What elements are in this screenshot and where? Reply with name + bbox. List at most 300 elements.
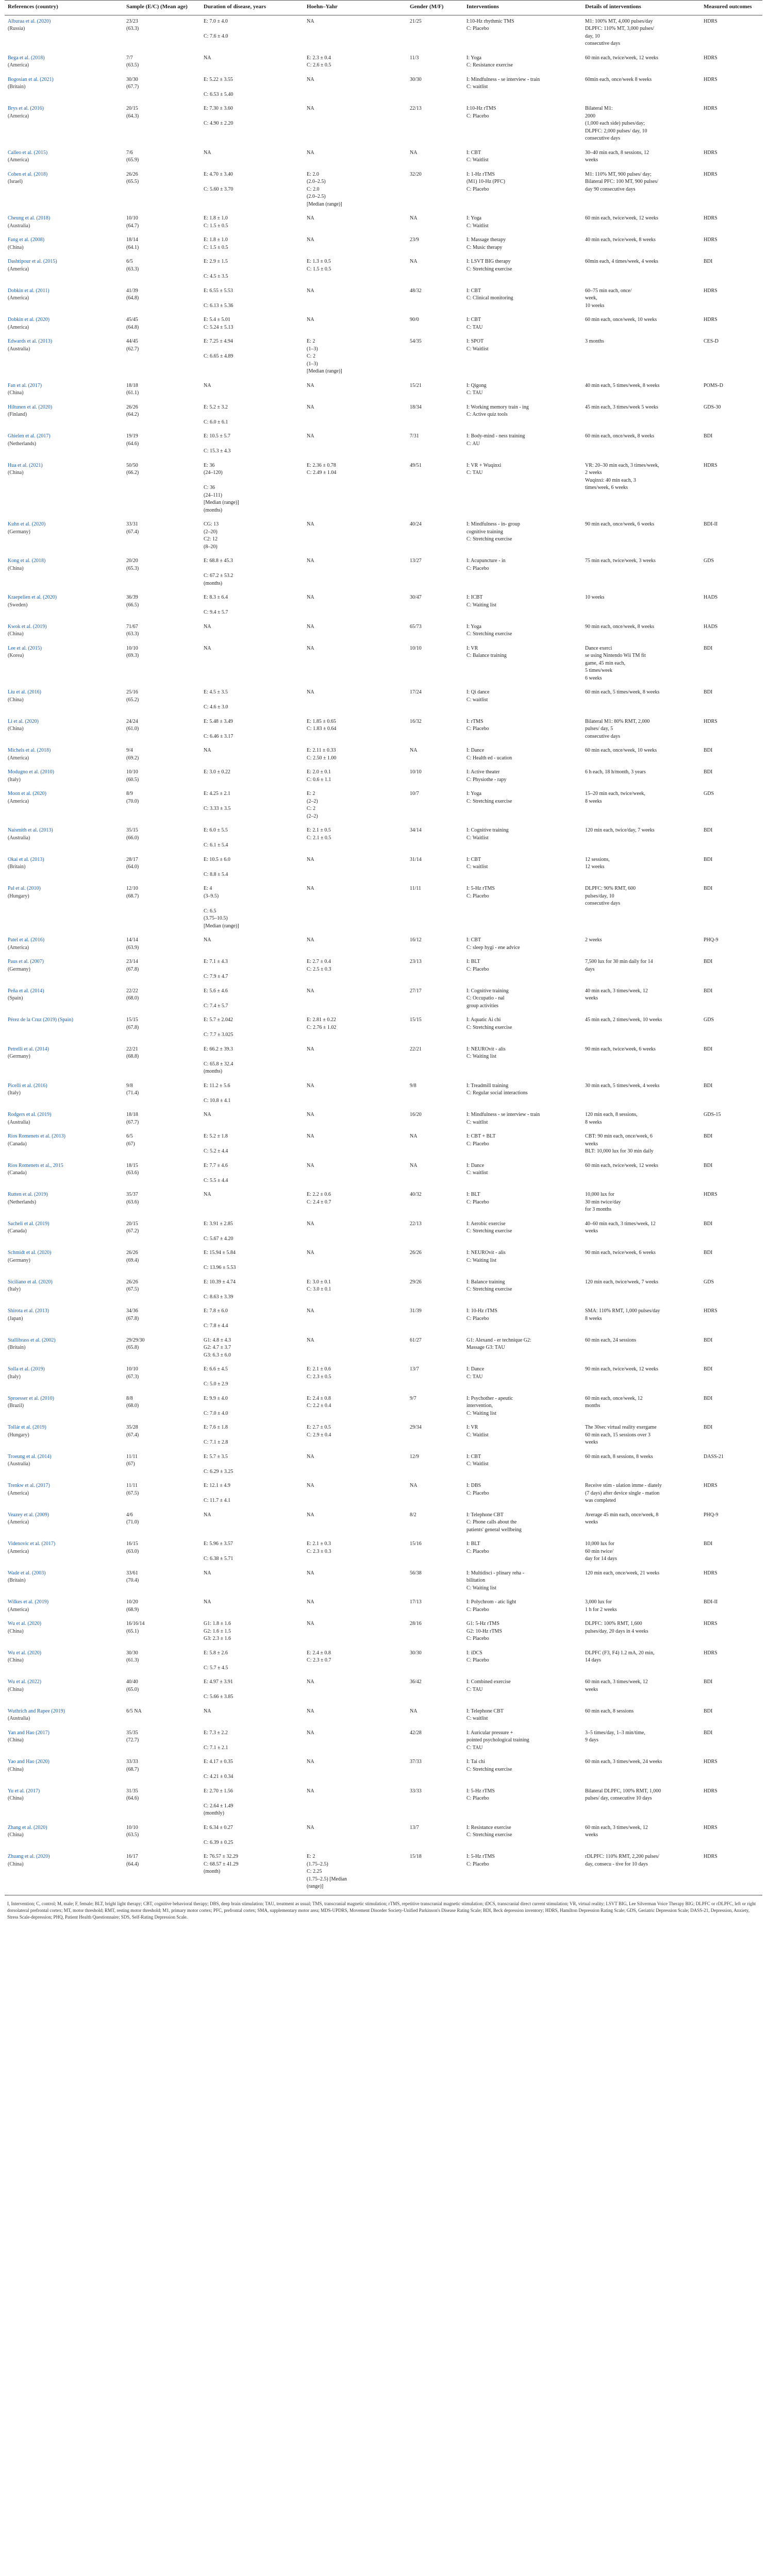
sample-cell: 35/28 (67.4) (126, 1425, 139, 1438)
country-label: (Australia) (8, 1716, 30, 1722)
outcome-cell: BDI (704, 433, 713, 439)
country-label: (Spain) (8, 995, 23, 1002)
hoehn-yahr-cell: NA (307, 595, 314, 601)
country-label: (China) (8, 390, 24, 396)
reference-link[interactable]: Cheung et al. (2018) (8, 215, 51, 222)
hoehn-yahr-cell: E: 2.4 ± 0.8 C: 2.3 ± 0.7 (307, 1650, 331, 1664)
hoehn-yahr-cell: NA (307, 1708, 314, 1714)
intervention-cell: I: Cognitive training C: Waitlist (466, 827, 509, 841)
duration-cell: CG: 13 (2–20) C2: 12 (8–20) (204, 521, 219, 550)
country-label: (America) (8, 62, 29, 69)
gender-cell: 42/28 (410, 1730, 422, 1736)
outcome-cell: HADS (704, 595, 718, 601)
hoehn-yahr-cell: NA (307, 433, 314, 439)
outcome-cell: HDRS (704, 1308, 718, 1314)
reference-link[interactable]: Schmidt et al. (2020) (8, 1250, 52, 1256)
reference-link[interactable]: Fan et al. (2017) (8, 382, 42, 388)
ref-cell (5, 212, 123, 234)
header-hoehn-yahr: Hoehn–Yahr (304, 1, 407, 15)
gender-cell: 40/32 (410, 1192, 422, 1198)
details-cell: 90 min each, twice/week, 6 weeks (585, 1250, 656, 1256)
ref-cell (5, 686, 123, 716)
details-cell: 10,000 lux for 60 min twice/ day for 14 days (585, 1541, 617, 1562)
country-label: (America) (8, 324, 29, 330)
duration-cell: E: 15.94 ± 5.84 C: 13.96 ± 5.53 (204, 1250, 236, 1271)
reference-link[interactable]: Stallibrass et al. (2002) (8, 1337, 56, 1343)
reference-link[interactable]: Petrelli et al. (2014) (8, 1046, 49, 1052)
intervention-cell: I: 10-Hz rTMS C: Placebo (466, 1308, 497, 1321)
gender-cell: 30/30 (410, 1650, 422, 1656)
table-row (5, 430, 762, 460)
intervention-cell: I:10-Hz rTMS C: Placebo (466, 106, 496, 119)
reference-link[interactable]: Brys et al. (2016) (8, 106, 44, 112)
duration-cell: E: 1.8 ± 1.0 C: 1.5 ± 0.5 (204, 215, 228, 229)
intervention-cell: I: Active theater C: Physiothe - rapy (466, 769, 507, 783)
reference-link[interactable]: Picelli et al. (2016) (8, 1082, 47, 1089)
country-label: (China) (8, 697, 24, 703)
hoehn-yahr-cell: NA (307, 623, 314, 630)
sample-cell: 16/17 (64.4) (123, 1851, 201, 1895)
outcome-cell: BDI (704, 886, 713, 892)
ref-cell (5, 460, 123, 519)
sample-cell: 18/15 (63.6) (126, 1162, 139, 1176)
table-row (5, 1043, 762, 1080)
table-row (5, 1421, 762, 1451)
gender-cell: 13/27 (410, 558, 422, 564)
header-sample: Sample (E/C) (Mean age) (123, 1, 201, 15)
hoehn-yahr-cell: E: 2 (2–2) C: 2 (2–2) (307, 791, 318, 819)
table-row (5, 1727, 762, 1756)
ref-cell (5, 380, 123, 401)
reference-link[interactable]: Hua et al. (2021) (8, 462, 43, 468)
outcome-cell: BDI (704, 769, 713, 775)
sample-cell: 50/50 (66.2) (126, 462, 139, 476)
reference-link[interactable]: Pal et al. (2010) (8, 886, 41, 892)
reference-link[interactable]: Peña et al. (2014) (8, 988, 44, 994)
ref-cell (5, 335, 123, 380)
hoehn-yahr-cell: NA (307, 1621, 314, 1627)
gender-cell: 30/47 (410, 595, 422, 601)
hoehn-yahr-cell: E: 2.1 ± 0.5 C: 2.1 ± 0.5 (307, 827, 331, 841)
table-row (5, 401, 762, 431)
table-row (5, 1618, 762, 1647)
reference-link[interactable]: Li et al. (2020) (8, 718, 39, 724)
intervention-cell: I: Cognitive training C: Occupatio - nal group activities (466, 988, 509, 1009)
outcome-cell: HDRS (704, 55, 718, 61)
ref-cell (5, 1363, 123, 1393)
table-row (5, 1785, 762, 1822)
reference-link[interactable]: Videnovic et al. (2017) (8, 1541, 56, 1547)
duration-cell: E: 2.70 ± 1.56 C: 2.64 ± 1.49 (monthly) (204, 1788, 234, 1817)
details-cell: 3,000 lux for 1 h for 2 weeks (585, 1599, 617, 1613)
intervention-cell: I: 5-Hz rTMS C: Placebo (466, 886, 495, 899)
details-cell: DLPFC (F3, F4) 1.2 mA, 20 min, 14 days (585, 1650, 655, 1664)
country-label: (America) (8, 266, 29, 272)
gender-cell: 21/25 (410, 18, 422, 24)
duration-cell: E: 7.0 ± 4.0 C: 7.6 ± 4.0 (204, 18, 228, 39)
duration-cell: E: 1.8 ± 1.0 C: 1.5 ± 0.5 (204, 237, 228, 250)
ref-cell (5, 883, 123, 934)
reference-link[interactable]: Wu et al. (2022) (8, 1679, 42, 1685)
reference-link[interactable]: Yao and Hao (2020) (8, 1759, 49, 1765)
country-label: (China) (8, 470, 24, 476)
country-label: (Italy) (8, 776, 21, 783)
details-cell: DLPFC: 100% RMT, 1,600 pulses/day, 20 days in 4 weeks (585, 1621, 648, 1634)
reference-link[interactable]: Hiltunen et al. (2020) (8, 404, 53, 410)
sample-cell: 10/10 (63.5) (126, 1824, 139, 1838)
outcome-cell: BDI (704, 1708, 713, 1714)
reference-link[interactable]: Siciliano et al. (2020) (8, 1279, 53, 1285)
country-label: (Britain) (8, 84, 26, 90)
outcome-cell: BDI (704, 1425, 713, 1431)
duration-cell: E: 4.25 ± 2.1 C: 3.33 ± 3.5 (204, 791, 231, 812)
table-row (5, 335, 762, 380)
country-label: (Britain) (8, 1345, 26, 1351)
sample-cell: 11/11 (67) (126, 1453, 138, 1467)
details-cell: 90 min each, once/week, 8 weeks (585, 623, 655, 630)
country-label: (China) (8, 1737, 24, 1743)
sample-cell: 34/36 (67.8) (126, 1308, 139, 1321)
intervention-cell: I: Massage therapy C: Music therapy (466, 237, 506, 250)
intervention-cell: I: 5-Hz rTMS C: Placebo (463, 1851, 582, 1895)
reference-link[interactable]: Alburaa et al. (2020) (8, 18, 51, 24)
reference-link[interactable]: Kong et al. (2018) (8, 558, 46, 564)
ref-cell (5, 766, 123, 788)
duration-cell: E: 5.2 ± 1.8 C: 5.2 ± 4.4 (204, 1133, 228, 1155)
hoehn-yahr-cell: NA (307, 1512, 314, 1518)
country-label: (China) (8, 565, 24, 571)
hoehn-yahr-cell: NA (307, 1788, 314, 1794)
ref-cell (5, 1647, 123, 1676)
sample-cell: 8/8 (68.0) (126, 1395, 139, 1409)
country-label: (America) (8, 1490, 29, 1496)
intervention-cell: I: ICBT C: Waiting list (466, 595, 496, 608)
country-label: (Russia) (8, 26, 25, 32)
country-label: (China) (8, 1795, 24, 1802)
gender-cell: 22/21 (410, 1046, 422, 1052)
duration-cell: E: 5.96 ± 3.57 C: 6.38 ± 5.71 (204, 1541, 234, 1562)
sample-cell: 35/37 (63.6) (126, 1192, 139, 1205)
ref-cell (5, 1421, 123, 1451)
details-cell: 60 min each, 24 sessions (585, 1337, 637, 1343)
reference-link[interactable]: Rios Romenets et al., 2015 (8, 1162, 63, 1168)
duration-cell: NA (204, 1708, 211, 1714)
sample-cell: 24/24 (61.0) (126, 718, 139, 732)
reference-link[interactable]: Edwards et al. (2013) (8, 338, 53, 345)
hoehn-yahr-cell: NA (307, 1162, 314, 1168)
reference-link[interactable]: Veazey et al. (2009) (8, 1512, 49, 1518)
reference-link[interactable]: Liu et al. (2016) (8, 689, 41, 696)
gender-cell: 33/33 (410, 1788, 422, 1794)
reference-link[interactable]: Pérez de la Cruz (2019) (Spain) (8, 1017, 73, 1023)
sample-cell: 4/6 (71.0) (126, 1512, 139, 1526)
intervention-cell: I: Acupuncture - in C: Placebo (466, 558, 506, 571)
intervention-cell: I: Yoga C: Stretching exercise (466, 791, 512, 804)
reference-link[interactable]: Solla et al. (2019) (8, 1366, 45, 1372)
details-cell: M1: 100% MT, 4,000 pulses/day DLPFC: 110% MT, 3,000 pulses/ day, 10 consecutive days (585, 18, 654, 47)
table-row (5, 518, 762, 555)
duration-cell: NA (204, 623, 211, 630)
reference-link[interactable]: Troeung et al. (2014) (8, 1453, 52, 1460)
sample-cell: 44/45 (62.7) (126, 338, 139, 352)
ref-cell (5, 168, 123, 213)
sample-cell: 71/67 (63.3) (126, 623, 139, 637)
header-gender: Gender (M/F) (407, 1, 463, 15)
hoehn-yahr-cell: NA (307, 1679, 314, 1685)
duration-cell: E: 12.1 ± 4.9 C: 11.7 ± 4.1 (204, 1483, 231, 1504)
reference-link[interactable]: Sproesser et al. (2010) (8, 1395, 54, 1401)
reference-link[interactable]: Sacheli et al. (2019) (8, 1221, 49, 1227)
table-row (5, 1305, 762, 1334)
reference-link[interactable]: Kraepelien et al. (2020) (8, 595, 57, 601)
table-row (5, 74, 762, 103)
table-row (5, 985, 762, 1014)
gender-cell: 15/16 (410, 1541, 422, 1547)
outcome-cell: GDS (704, 558, 714, 564)
reference-link[interactable]: Rios Romenets et al. (2013) (8, 1133, 65, 1140)
reference-link[interactable]: Moon et al. (2020) (8, 791, 46, 797)
duration-cell: E: 7.25 ± 4.94 C: 6.65 ± 4.89 (204, 338, 234, 360)
sample-cell: 23/23 (63.3) (126, 18, 139, 32)
duration-cell: E: 4.97 ± 3.91 C: 5.66 ± 3.85 (204, 1679, 234, 1700)
outcome-cell: BDI (704, 988, 713, 994)
outcome-cell: BDI (704, 259, 713, 265)
duration-cell: E: 4.17 ± 0.35 C: 4.21 ± 0.34 (204, 1759, 234, 1780)
duration-cell: E: 7.8 ± 6.0 C: 7.8 ± 4.4 (204, 1308, 228, 1329)
details-cell: 3–5 times/day, 1–3 min/time, 9 days (585, 1730, 645, 1743)
details-cell: 75 min each, twice/week, 3 weeks (585, 558, 656, 564)
reference-link[interactable]: Wade et al. (2003) (8, 1570, 46, 1576)
ref-cell (5, 1785, 123, 1822)
outcome-cell: PHQ-9 (704, 1512, 719, 1518)
reference-link[interactable]: Kuhn et al. (2020) (8, 521, 46, 528)
reference-link[interactable]: Okai et al. (2013) (8, 856, 44, 862)
details-cell: 60 min each, twice/week, 12 weeks (585, 1162, 658, 1168)
ref-cell (5, 256, 123, 285)
reference-link[interactable]: Cohen et al. (2018) (8, 171, 48, 177)
intervention-cell: I: CBT C: TAU (466, 317, 483, 330)
gender-cell: 34/14 (410, 827, 422, 834)
reference-link[interactable]: Zhang et al. (2020) (8, 1824, 47, 1831)
hoehn-yahr-cell: NA (307, 937, 314, 943)
details-cell: Bilateral M1: 80% RMT, 2,000 pulses/ day, 5 consecutive days (585, 718, 650, 739)
intervention-cell: I: Polychrom - atic light C: Placebo (466, 1599, 516, 1613)
details-cell: Bilateral DLPFC, 100% RMT, 1,000 pulses/ day, consecutive 10 days (585, 1788, 661, 1802)
sample-cell: 10/20 (68.9) (126, 1599, 139, 1613)
reference-link[interactable]: Dobkin et al. (2020) (8, 317, 50, 323)
sample-cell: 10/10 (69.3) (126, 645, 139, 659)
ref-cell (5, 103, 123, 147)
table-row (5, 1822, 762, 1851)
intervention-cell: I: VR + Wuqinxi C: TAU (466, 462, 502, 476)
details-cell: VR: 20–30 min each, 3 times/week, 2 weeks Wuqinxi: 40 min each, 3 times/week, 6 weeks (585, 462, 659, 491)
outcome-cell: HDRS (704, 462, 718, 468)
intervention-cell: I: CBT C: Waitlist (466, 149, 489, 163)
outcome-cell: HDRS (704, 215, 718, 222)
reference-link[interactable]: Dashtipour et al. (2015) (8, 259, 57, 265)
table-row (5, 1080, 762, 1109)
gender-cell: 56/38 (410, 1570, 422, 1576)
sample-cell: 6/5 NA (126, 1708, 142, 1714)
sample-cell: 7/7 (63.5) (126, 55, 139, 69)
intervention-cell: I: Dance C: TAU (466, 1366, 485, 1380)
reference-link[interactable]: Paus et al. (2007) (8, 959, 44, 965)
sample-cell: 8/9 (70.0) (126, 791, 139, 804)
details-cell: 10 weeks (585, 595, 605, 601)
reference-link[interactable]: Calleo et al. (2015) (8, 149, 48, 156)
hoehn-yahr-cell: E: 2 (1–3) C: 2 (1–3) [Median (range)] (307, 338, 342, 375)
gender-cell: NA (410, 259, 418, 265)
sample-cell: 22/22 (68.0) (126, 988, 139, 1002)
table-row (5, 460, 762, 519)
duration-cell: E: 5.7 ± 3.5 C: 6.29 ± 3.25 (204, 1453, 234, 1475)
country-label: (Netherlands) (8, 1199, 36, 1205)
gender-cell: NA (410, 1162, 418, 1168)
country-label: (America) (8, 755, 29, 761)
table-row (5, 103, 762, 147)
sample-cell: 26/26 (67.5) (126, 1279, 139, 1293)
table-row (5, 1109, 762, 1130)
intervention-cell: I: Tai chi C: Stretching exercise (466, 1759, 512, 1772)
reference-link[interactable]: Fang et al. (2008) (8, 237, 45, 243)
gender-cell: 15/15 (410, 1017, 422, 1023)
reference-link[interactable]: Tollár et al. (2019) (8, 1425, 46, 1431)
outcome-cell: BDI-II (704, 521, 718, 528)
table-row (5, 621, 762, 642)
details-cell: 90 min each, twice/week, 12 weeks (585, 1366, 658, 1372)
country-label: (China) (8, 244, 24, 250)
intervention-cell: I: CBT C: Waitlist (466, 1453, 489, 1467)
reference-link[interactable]: Lee et al. (2015) (8, 645, 42, 651)
reference-link[interactable]: Yu et al. (2017) (8, 1788, 40, 1794)
reference-link[interactable]: Bega et al. (2018) (8, 55, 45, 61)
ref-cell (5, 1130, 123, 1160)
hoehn-yahr-cell: E: 2.3 ± 0.4 C: 2.6 ± 0.5 (307, 55, 331, 69)
gender-cell: 30/30 (410, 76, 422, 82)
gender-cell: 29/26 (410, 1279, 422, 1285)
country-label: (China) (8, 1832, 24, 1838)
reference-link[interactable]: Patel et al. (2016) (8, 937, 45, 943)
hoehn-yahr-cell: NA (307, 1759, 314, 1765)
gender-cell: 26/26 (410, 1250, 422, 1256)
gender-cell: 22/13 (410, 106, 422, 112)
reference-link[interactable]: Dobkin et al. (2011) (8, 287, 49, 294)
sample-cell: 30/30 (61.3) (126, 1650, 139, 1664)
ref-cell (5, 854, 123, 883)
hoehn-yahr-cell: NA (307, 1308, 314, 1314)
details-cell: 60 min each, once/week, 10 weeks (585, 748, 657, 754)
gender-cell: 13/7 (410, 1824, 419, 1831)
reference-link[interactable]: Kwok et al. (2019) (8, 623, 47, 630)
hoehn-yahr-cell: NA (307, 645, 314, 651)
intervention-cell: I: Combined exercise C: TAU (466, 1679, 511, 1692)
reference-link[interactable]: Bogosian et al. (2021) (8, 76, 54, 82)
duration-cell: E: 5.7 ± 2.042 C: 7.7 ± 3.025 (204, 1017, 234, 1038)
reference-link[interactable]: Wilkes et al. (2019) (8, 1599, 49, 1605)
reference-link[interactable]: Wu et al. (2020) (8, 1650, 42, 1656)
intervention-cell: I: DBS C: Placebo (466, 1483, 489, 1496)
gender-cell: 11/3 (410, 55, 419, 61)
outcome-cell: BDI (704, 689, 713, 696)
hoehn-yahr-cell: NA (307, 382, 314, 388)
details-cell: Dance exerci se using Nintendo Wii TM fit game, 45 min each, 5 times/week 6 weeks (585, 645, 646, 681)
ref-cell (5, 1567, 123, 1597)
country-label: (China) (8, 726, 24, 732)
country-label: (Korea) (8, 653, 24, 659)
outcome-cell: BDI (704, 1337, 713, 1343)
details-cell: 120 min each, twice/day, 7 weeks (585, 827, 655, 834)
ref-cell (5, 956, 123, 985)
country-label: (Canada) (8, 1141, 27, 1147)
ref-cell (5, 1509, 123, 1538)
reference-link[interactable]: Rutten et al. (2019) (8, 1192, 48, 1198)
gender-cell: 10/10 (410, 645, 422, 651)
outcome-cell: HDRS (704, 317, 718, 323)
gender-cell: 9/7 (410, 1395, 416, 1401)
table-row (5, 1567, 762, 1597)
reference-link[interactable]: Trenkw et al. (2017) (8, 1483, 50, 1489)
gender-cell: 13/7 (410, 1366, 419, 1372)
gender-cell: 48/32 (410, 287, 422, 294)
intervention-cell: I: Auricular pressure + pointed psychological training C: TAU (466, 1730, 529, 1751)
intervention-cell: I: VR C: Balance training (466, 645, 507, 659)
country-label: (China) (8, 1861, 24, 1867)
duration-cell: E: 5.48 ± 3.49 C: 6.46 ± 3.17 (204, 718, 234, 739)
duration-cell: E: 68.8 ± 45.3 C: 67.2 ± 53.2 (months) (204, 558, 234, 586)
reference-link[interactable]: Naismith et al. (2013) (8, 827, 53, 834)
duration-cell: E: 9.9 ± 4.0 C: 7.0 ± 4.0 (204, 1395, 228, 1416)
reference-link[interactable]: Wu et al. (2020) (8, 1621, 42, 1627)
duration-cell: G1: 1.8 ± 1.6 G2: 1.6 ± 1.5 G3: 2.3 ± 1.6 (204, 1621, 231, 1642)
header-duration: Duration of disease, years (201, 1, 304, 15)
country-label: (Germany) (8, 1054, 30, 1060)
details-cell: 12 sessions, 12 weeks (585, 856, 610, 870)
details-cell: 40 min each, 5 times/week, 8 weeks (585, 382, 660, 388)
details-cell: 30–40 min each, 8 sessions, 12 weeks (585, 149, 649, 163)
details-cell: 40 min each, 3 times/week, 12 weeks (585, 988, 648, 1002)
reference-link[interactable]: Zhuang et al. (2020) (8, 1854, 50, 1860)
duration-cell: E: 3.91 ± 2.85 C: 5.67 ± 4.20 (204, 1221, 234, 1242)
table-row (5, 824, 762, 854)
sample-cell: 30/30 (67.7) (126, 76, 139, 90)
ref-cell (5, 1538, 123, 1567)
intervention-cell: I: Mindfulness - se interview - train C: waitlist (466, 1112, 540, 1125)
country-label: (Canada) (8, 1228, 27, 1234)
gender-cell: NA (410, 215, 418, 222)
country-label: (America) (8, 113, 29, 119)
reference-link[interactable]: Yan and Hao (2017) (8, 1730, 49, 1736)
duration-cell: NA (204, 1192, 211, 1198)
intervention-cell: I: iDCS C: Placebo (466, 1650, 489, 1664)
hoehn-yahr-cell: NA (307, 558, 314, 564)
details-cell: rDLPFC: 110% RMT, 2,200 pulses/ day, consecu - tive for 10 days (582, 1851, 701, 1895)
reference-link[interactable]: Michels et al. (2018) (8, 748, 51, 754)
reference-link[interactable]: Rodgers et al. (2019) (8, 1112, 52, 1118)
reference-link[interactable]: Shirota et al. (2013) (8, 1308, 49, 1314)
outcome-cell: POMS-D (704, 382, 723, 388)
reference-link[interactable]: Modugno et al. (2010) (8, 769, 54, 775)
table-row (5, 591, 762, 621)
country-label: (Britain) (8, 864, 26, 870)
hoehn-yahr-cell: NA (307, 106, 314, 112)
country-label: (Britain) (8, 1578, 26, 1584)
sample-cell: 33/31 (67.4) (126, 521, 139, 535)
reference-link[interactable]: Ghielen et al. (2017) (8, 433, 51, 439)
gender-cell: NA (410, 1483, 418, 1489)
hoehn-yahr-cell: NA (307, 317, 314, 323)
reference-link[interactable]: Wuthrich and Rapee (2019) (8, 1708, 65, 1714)
table-row (5, 1647, 762, 1676)
